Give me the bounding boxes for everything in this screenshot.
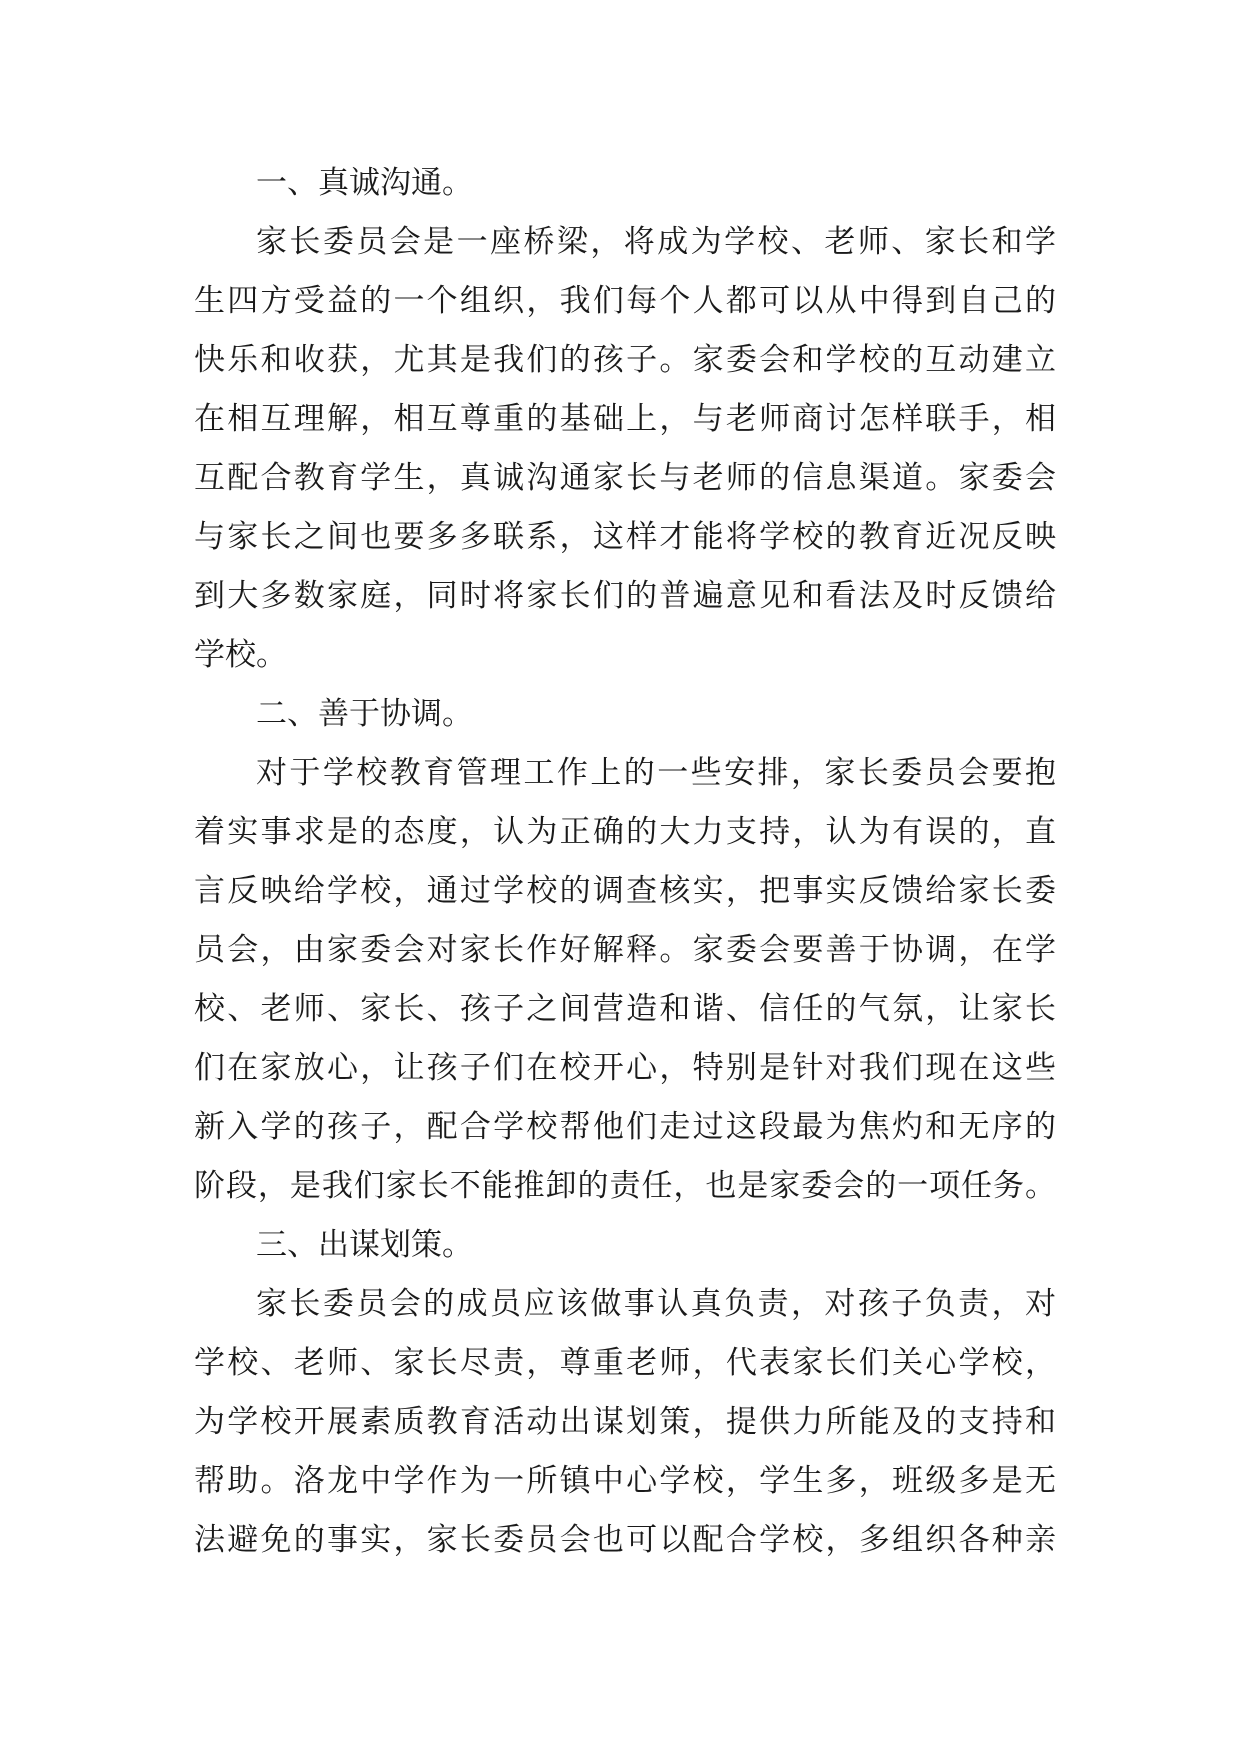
text-line: 校、老师、家长、孩子之间营造和谐、信任的气氛，让家长	[194, 991, 1056, 1027]
paragraph-first-line: 家长委员会是一座桥梁，将成为学校、老师、家长和学	[256, 224, 1056, 260]
text-line: 阶段，是我们家长不能推卸的责任，也是家委会的一项任务。	[194, 1168, 1056, 1204]
paragraph-first-line: 对于学校教育管理工作上的一些安排，家长委员会要抱	[256, 755, 1056, 791]
document-body	[194, 154, 1056, 1570]
text-line: 新入学的孩子，配合学校帮他们走过这段最为焦灼和无序的	[194, 1109, 1056, 1145]
text-line: 在相互理解，相互尊重的基础上，与老师商讨怎样联手，相	[194, 401, 1056, 437]
text-line: 生四方受益的一个组织，我们每个人都可以从中得到自己的	[194, 283, 1056, 319]
paragraph-first-line: 一、真诚沟通。	[256, 165, 473, 201]
paragraph-first-line: 二、善于协调。	[256, 696, 473, 732]
text-line: 为学校开展素质教育活动出谋划策，提供力所能及的支持和	[194, 1404, 1056, 1440]
text-line: 与家长之间也要多多联系，这样才能将学校的教育近况反映	[194, 519, 1056, 555]
text-line: 们在家放心，让孩子们在校开心，特别是针对我们现在这些	[194, 1050, 1056, 1086]
text-line: 学校。	[194, 637, 287, 673]
text-line: 法避免的事实，家长委员会也可以配合学校，多组织各种亲	[194, 1522, 1056, 1558]
text-line: 快乐和收获，尤其是我们的孩子。家委会和学校的互动建立	[194, 342, 1056, 378]
text-line: 员会，由家委会对家长作好解释。家委会要善于协调，在学	[194, 932, 1056, 968]
text-line: 互配合教育学生，真诚沟通家长与老师的信息渠道。家委会	[194, 460, 1056, 496]
text-line: 学校、老师、家长尽责，尊重老师，代表家长们关心学校，	[194, 1345, 1056, 1381]
paragraph-first-line: 三、出谋划策。	[256, 1227, 473, 1263]
text-line: 帮助。洛龙中学作为一所镇中心学校，学生多，班级多是无	[194, 1463, 1056, 1499]
paragraph-first-line: 家长委员会的成员应该做事认真负责，对孩子负责，对	[256, 1286, 1056, 1322]
text-line: 到大多数家庭，同时将家长们的普遍意见和看法及时反馈给	[194, 578, 1056, 614]
text-line: 言反映给学校，通过学校的调查核实，把事实反馈给家长委	[194, 873, 1056, 909]
text-line: 着实事求是的态度，认为正确的大力支持，认为有误的，直	[194, 814, 1056, 850]
